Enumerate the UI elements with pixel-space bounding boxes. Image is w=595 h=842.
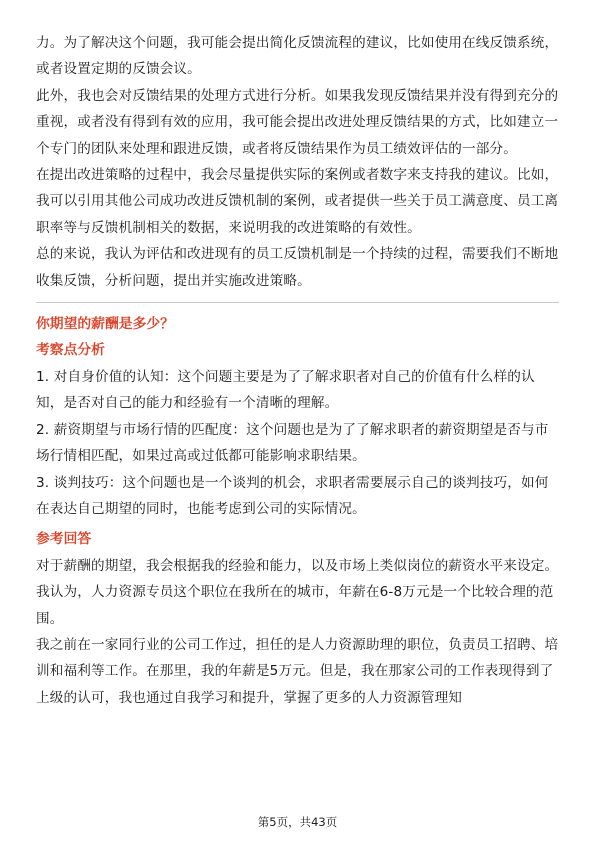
document-page: [36, 30, 559, 711]
body-paragraph: 总的来说，我认为评估和改进现有的员工反馈机制是一个持续的过程，需要我们不断地收集反馈，分析问题，提出并实施改进策略。: [36, 246, 559, 289]
answer-heading: 参考回答: [36, 531, 92, 548]
body-paragraph: 在提出改进策略的过程中，我会尽量提供实际的案例或者数字来支持我的建议。比如，我可以引用其他公司成功改进反馈机制的案例，或者提供一些关于员工满意度、员工离职率等与反馈机制相关的数据，来说明我的改进策略的有效性。: [36, 167, 559, 236]
answer-paragraph: 对于薪酬的期望，我会根据我的经验和能力，以及市场上类似岗位的薪资水平来设定。我认为，人力资源专员这个职位在我所在的城市，年薪在6-8万元是一个比较合理的范围。: [36, 557, 559, 627]
answer-paragraph: 我之前在一家同行业的公司工作过，担任的是人力资源助理的职位，负责员工招聘、培训和福利等工作。在那里，我的年薪是5万元。但是，我在那家公司的工作表现得到了上级的认可，我也通过自我学习和提升，掌握了更多的人力资源管理知: [36, 636, 559, 706]
analysis-point: 1. 对自身价值的认知：这个问题主要是为了了解求职者对自己的价值有什么样的认知，是否对自己的能力和经验有一个清晰的理解。: [36, 368, 535, 412]
analysis-point: 2. 薪资期望与市场行情的匹配度：这个问题也是为了了解求职者的薪资期望是否与市场行情相匹配，如果过高或过低都可能影响求职结果。: [36, 421, 549, 465]
analysis-heading: 考察点分析: [36, 342, 105, 359]
section-divider: [36, 302, 559, 303]
body-paragraph: 力。为了解决这个问题，我可能会提出简化反馈流程的建议，比如使用在线反馈系统，或者设置定期的反馈会议。: [36, 35, 559, 78]
page-number: 第5页，共43页: [257, 815, 338, 829]
analysis-point: 3. 谈判技巧：这个问题也是一个谈判的机会，求职者需要展示自己的谈判技巧，如何在表达自己期望的同时，也能考虑到公司的实际情况。: [36, 474, 549, 517]
body-paragraph: 此外，我也会对反馈结果的处理方式进行分析。如果我发现反馈结果并没有得到充分的重视，或者没有得到有效的应用，我可能会提出改进处理反馈结果的方式，比如建立一个专门的团队来处理和跟进反馈，或者将反馈结果作为员工绩效评估的一部分。: [36, 87, 559, 157]
question-title: 你期望的薪酬是多少？: [36, 316, 174, 333]
